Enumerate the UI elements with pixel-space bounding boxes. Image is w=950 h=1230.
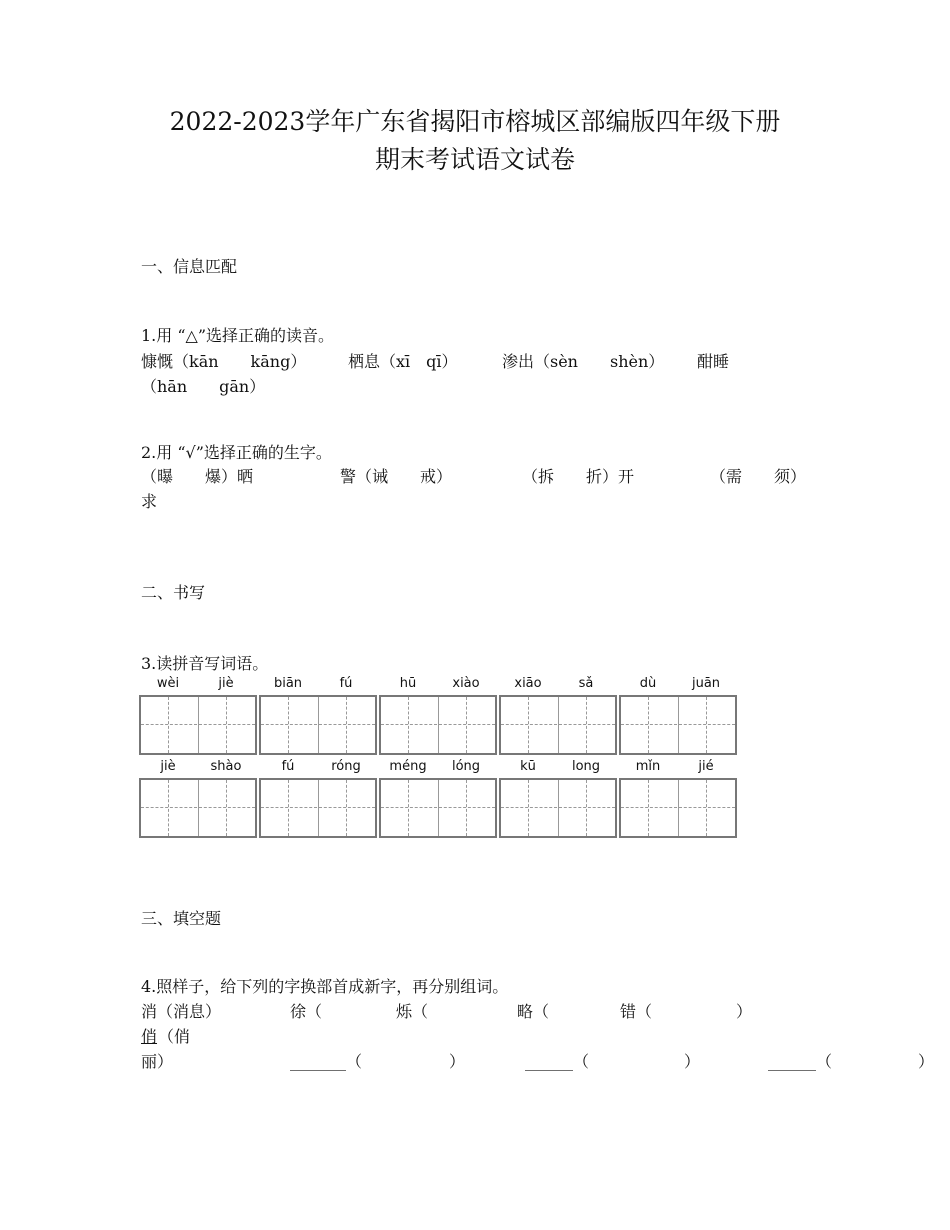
pinyin-label: jiè xyxy=(218,676,234,691)
q4-example-b-char: 俏 xyxy=(141,1027,158,1046)
q4-blank-3-close: ） xyxy=(918,1052,935,1071)
q4-char-4: 错（ xyxy=(620,1002,653,1021)
q4-blank-1[interactable]: _______（ xyxy=(290,1052,363,1071)
q2-item-4: （需 须） xyxy=(710,467,807,486)
pinyin-label: juān xyxy=(691,676,721,691)
q4-example-a: 消（消息） xyxy=(141,1002,222,1021)
q1-item-3: 渗出（sèn shèn） xyxy=(502,352,665,371)
pinyin-label: jié xyxy=(698,759,714,774)
q3-prompt: 3.读拼音写词语。 xyxy=(141,654,269,673)
pinyin-label: long xyxy=(571,759,601,774)
q1-item-4: 酣睡 xyxy=(697,352,730,371)
section1-heading: 一、信息匹配 xyxy=(141,257,238,276)
writing-box[interactable] xyxy=(499,778,617,838)
q1-item-1: 慷慨（kān kāng） xyxy=(141,352,307,371)
q2-item-3: （拆 折）开 xyxy=(522,467,635,486)
writing-box[interactable] xyxy=(379,695,497,755)
q4-blank-1-close: ） xyxy=(449,1052,466,1071)
q4-char-2: 烁（ xyxy=(396,1002,429,1021)
pinyin-label: mǐn xyxy=(635,759,661,774)
writing-box[interactable] xyxy=(259,695,377,755)
q1-prompt: 1.用 “△”选择正确的读音。 xyxy=(141,326,335,345)
pinyin-label: róng xyxy=(331,759,361,774)
q1-item-5: （hān gān） xyxy=(141,377,266,396)
q2-item-1: （曝 爆）晒 xyxy=(141,467,254,486)
q2-item-2: 警（诫 戒） xyxy=(340,467,453,486)
pinyin-label: shào xyxy=(210,759,242,774)
writing-box[interactable] xyxy=(139,778,257,838)
pinyin-label: méng xyxy=(389,759,427,774)
pinyin-label: xiāo xyxy=(514,676,542,691)
q4-example-b-rest: （俏 xyxy=(158,1027,191,1046)
q4-example-b-end: 丽） xyxy=(141,1052,174,1071)
writing-box[interactable] xyxy=(619,778,737,838)
writing-box[interactable] xyxy=(499,695,617,755)
writing-box[interactable] xyxy=(379,778,497,838)
pinyin-label: jiè xyxy=(160,759,176,774)
section3-heading: 三、填空题 xyxy=(141,909,222,928)
section2-heading: 二、书写 xyxy=(141,583,206,602)
pinyin-label: sǎ xyxy=(578,676,594,691)
q2-item-5: 求 xyxy=(141,492,158,511)
pinyin-label: fú xyxy=(339,676,353,691)
q4-char-1: 徐（ xyxy=(290,1002,323,1021)
q2-prompt: 2.用 “√”选择正确的生字。 xyxy=(141,443,332,462)
pinyin-label: biān xyxy=(273,676,303,691)
q4-blank-2-close: ） xyxy=(684,1052,701,1071)
q1-item-2: 栖息（xī qī） xyxy=(348,352,458,371)
page-title-line2: 期末考试语文试卷 xyxy=(374,145,575,174)
q4-prompt: 4.照样子，给下列的字换部首成新字，再分别组词。 xyxy=(141,977,509,996)
pinyin-label: dù xyxy=(639,676,657,691)
q4-blank-3[interactable]: ______（ xyxy=(768,1052,833,1071)
pinyin-label: xiào xyxy=(452,676,480,691)
q4-blank-2[interactable]: ______（ xyxy=(525,1052,590,1071)
page-title-line1: 2022-2023学年广东省揭阳市榕城区部编版四年级下册 xyxy=(169,107,781,136)
pinyin-label: wèi xyxy=(156,676,180,691)
pinyin-label: hū xyxy=(399,676,417,691)
pinyin-label: kū xyxy=(520,759,536,774)
pinyin-label: lóng xyxy=(451,759,481,774)
q4-close-paren: ） xyxy=(736,1002,753,1021)
writing-box[interactable] xyxy=(139,695,257,755)
pinyin-label: fú xyxy=(281,759,295,774)
writing-box[interactable] xyxy=(259,778,377,838)
writing-box[interactable] xyxy=(619,695,737,755)
q4-char-3: 略（ xyxy=(517,1002,550,1021)
